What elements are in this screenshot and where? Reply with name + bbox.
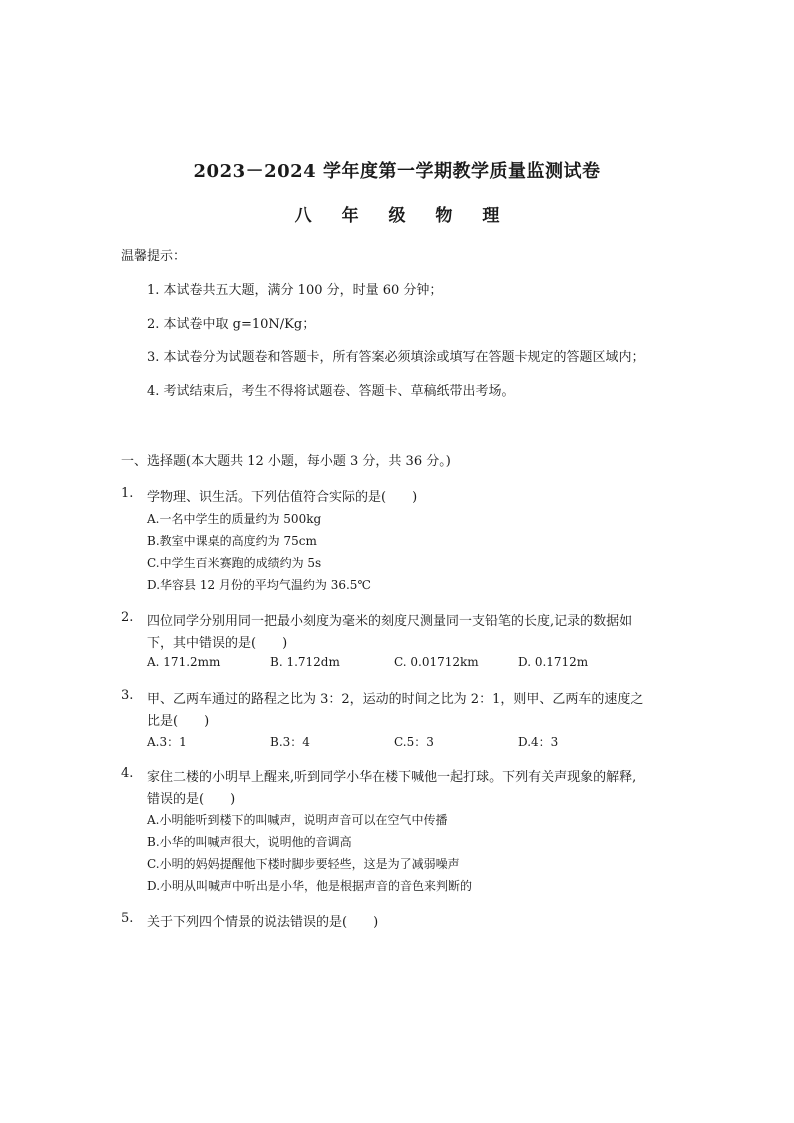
question-text: 关于下列四个情景的说法错误的是( ) bbox=[147, 915, 379, 930]
section-heading: 一、选择题(本大题共 12 小题，每小题 3 分，共 36 分。) bbox=[121, 454, 451, 469]
subtitle-char: 理 bbox=[482, 206, 500, 226]
option-b: B. 1.712dm bbox=[270, 655, 340, 669]
question-text: 下，其中错误的是( ) bbox=[147, 636, 288, 651]
subtitle-char: 年 bbox=[341, 206, 359, 226]
tip-item: 3. 本试卷分为试题卷和答题卡，所有答案必须填涂或填写在答题卡规定的答题区域内； bbox=[147, 350, 645, 365]
question-number: 4. bbox=[121, 766, 134, 781]
exam-title: 2023－2024 学年度第一学期教学质量监测试卷 bbox=[193, 161, 601, 182]
option-d: D.4：3 bbox=[518, 735, 559, 749]
option-d: D.小明从叫喊声中听出是小华，他是根据声音的音色来判断的 bbox=[147, 879, 473, 893]
question-number: 1. bbox=[121, 486, 134, 501]
tip-item: 4. 考试结束后，考生不得将试题卷、答题卡、草稿纸带出考场。 bbox=[147, 384, 515, 399]
option-b: B.3：4 bbox=[270, 735, 310, 749]
option-d: D. 0.1712m bbox=[518, 655, 589, 669]
option-c: C. 0.01712km bbox=[394, 655, 479, 669]
option-d: D.华容县 12 月份的平均气温约为 36.5℃ bbox=[147, 578, 371, 592]
option-b: B.教室中课桌的高度约为 75cm bbox=[147, 534, 317, 548]
question-number: 2. bbox=[121, 610, 134, 625]
question-text: 家住二楼的小明早上醒来,听到同学小华在楼下喊他一起打球。下列有关声现象的解释, bbox=[147, 770, 637, 785]
exam-subtitle bbox=[0, 201, 794, 226]
question-text: 错误的是( ) bbox=[147, 792, 236, 807]
subtitle-char: 八 bbox=[294, 206, 312, 226]
option-b: B.小华的叫喊声很大，说明他的音调高 bbox=[147, 835, 352, 849]
subtitle-char: 物 bbox=[435, 206, 453, 226]
option-a: A.一名中学生的质量约为 500kg bbox=[147, 512, 322, 526]
option-c: C.小明的妈妈提醒他下楼时脚步要轻些，这是为了减弱噪声 bbox=[147, 857, 460, 871]
tip-item: 2. 本试卷中取 g=10N/Kg； bbox=[147, 317, 316, 332]
question-number: 5. bbox=[121, 911, 134, 926]
question-text: 学物理、识生活。下列估值符合实际的是( ) bbox=[147, 490, 418, 505]
question-text: 四位同学分别用同一把最小刻度为毫米的刻度尺测量同一支铅笔的长度,记录的数据如 bbox=[147, 614, 633, 629]
question-text: 甲、乙两车通过的路程之比为 3：2，运动的时间之比为 2：1，则甲、乙两车的速度之 bbox=[147, 692, 644, 707]
tips-heading: 温馨提示： bbox=[121, 249, 187, 264]
option-a: A.3：1 bbox=[147, 735, 187, 749]
question-number: 3. bbox=[121, 688, 134, 703]
option-c: C.5：3 bbox=[394, 735, 434, 749]
option-a: A. 171.2mm bbox=[147, 655, 221, 669]
option-c: C.中学生百米赛跑的成绩约为 5s bbox=[147, 556, 322, 570]
subtitle-char: 级 bbox=[388, 206, 406, 226]
tip-item: 1. 本试卷共五大题，满分 100 分，时量 60 分钟； bbox=[147, 283, 443, 298]
question-text: 比是( ) bbox=[147, 714, 210, 729]
option-a: A.小明能听到楼下的叫喊声，说明声音可以在空气中传播 bbox=[147, 813, 448, 827]
